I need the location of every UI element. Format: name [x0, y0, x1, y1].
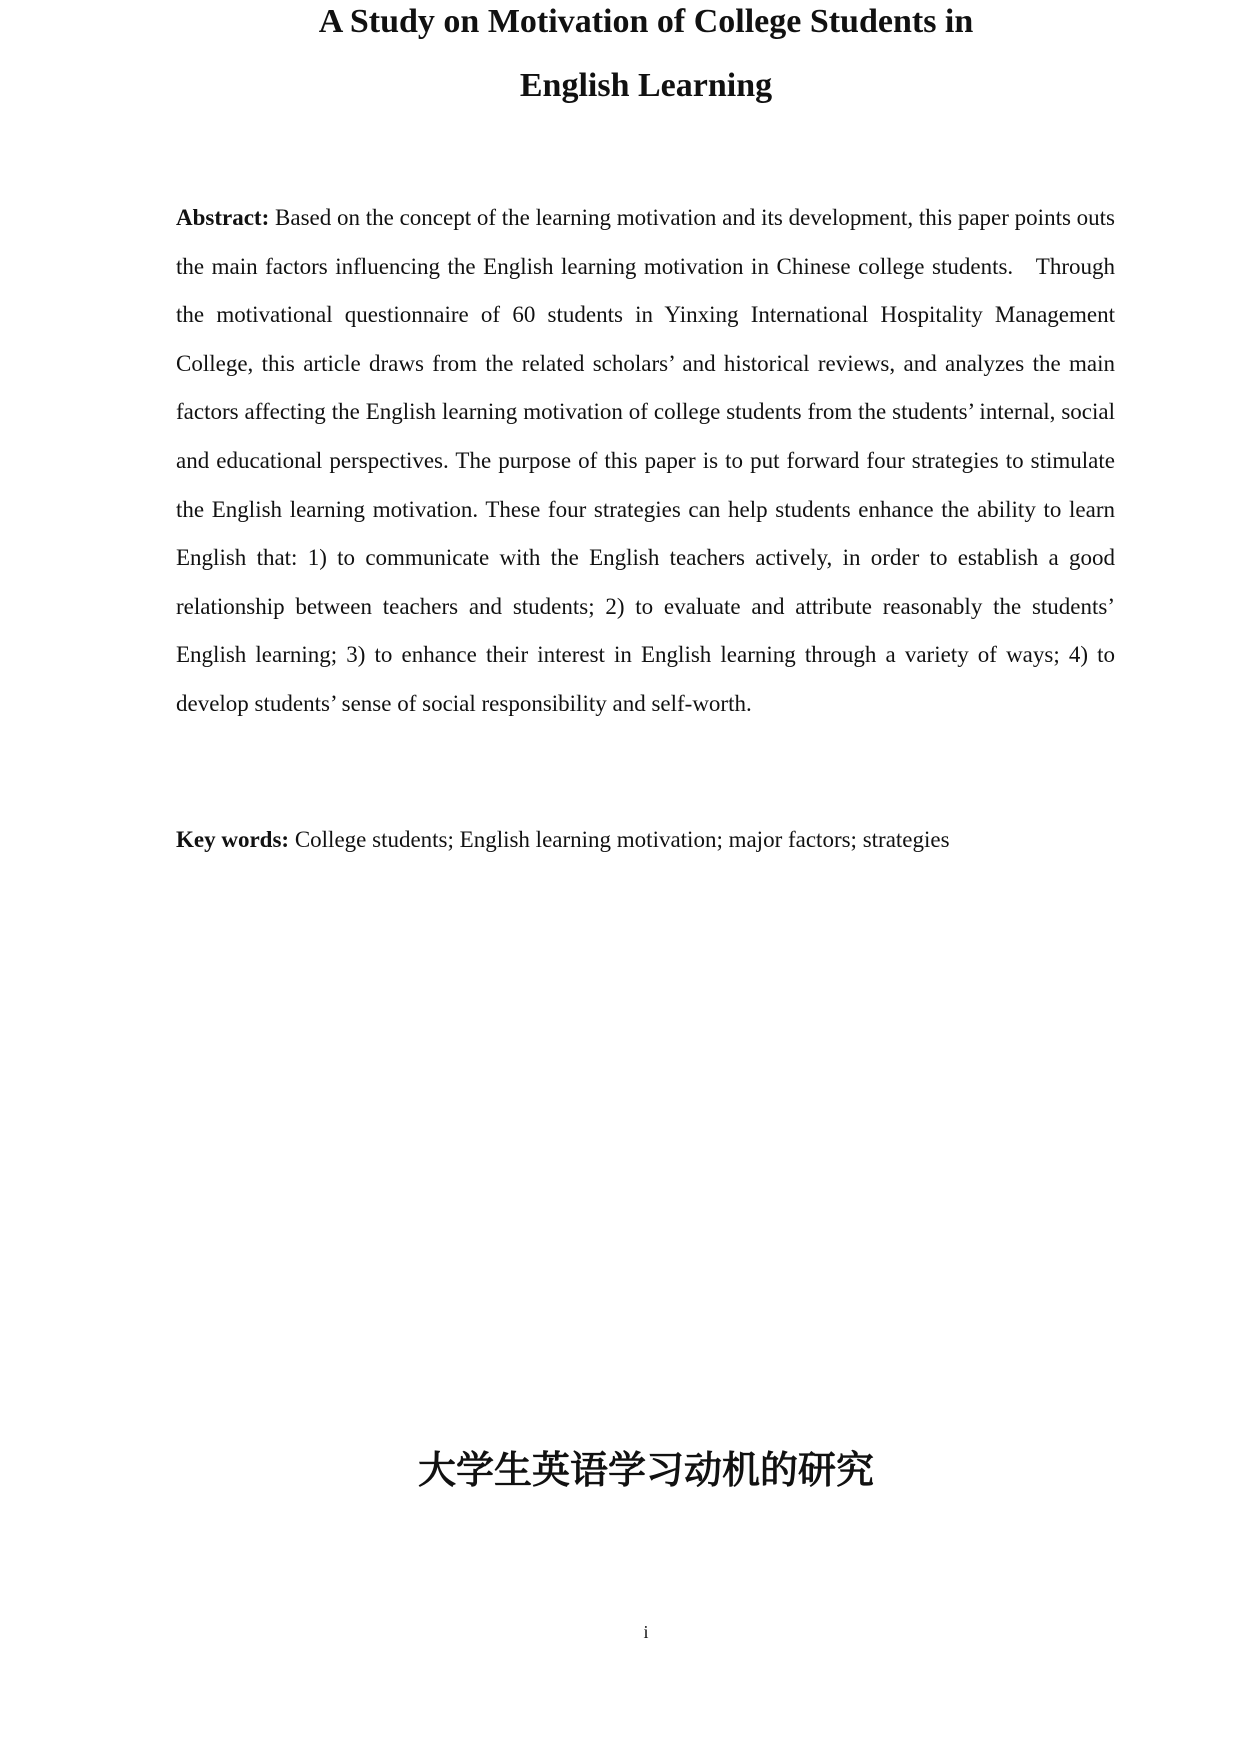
abstract-paragraph	[176, 194, 1115, 729]
keywords-text: College students; English learning motivation; major factors; strategies	[294, 827, 950, 852]
paper-title-line-2: English Learning	[519, 67, 773, 104]
page-number: i	[643, 1622, 649, 1642]
abstract-text: Based on the concept of the learning motivation and its development, this paper points outs the main factors influencing the English learning motivation in Chinese college students. Through the motivational questionnaire of 60 students in Yinxing International Hospitality Management College, this article draws from the related scholars’ and historical reviews, and analyzes the main factors affecting the English learning motivation of college students from the students’ internal, social and educational perspectives. The purpose of this paper is to put forward four strategies to stimulate the English learning motivation. These four strategies can help students enhance the ability to learn English that: 1) to communicate with the English teachers actively, in order to establish a good relationship between teachers and students; 2) to evaluate and attribute reasonably the students’ English learning; 3) to enhance their interest in English learning through a variety of ways; 4) to develop students’ sense of social responsibility and self-worth.	[176, 205, 1116, 716]
paper-title	[0, 0, 1241, 118]
keywords-label: Key words:	[176, 827, 290, 852]
keywords-line	[176, 816, 1115, 864]
abstract-label: Abstract:	[176, 205, 270, 230]
paper-title-line-1: A Study on Motivation of College Students in	[318, 3, 974, 40]
chinese-title: 大学生英语学习动机的研究	[417, 1448, 874, 1492]
